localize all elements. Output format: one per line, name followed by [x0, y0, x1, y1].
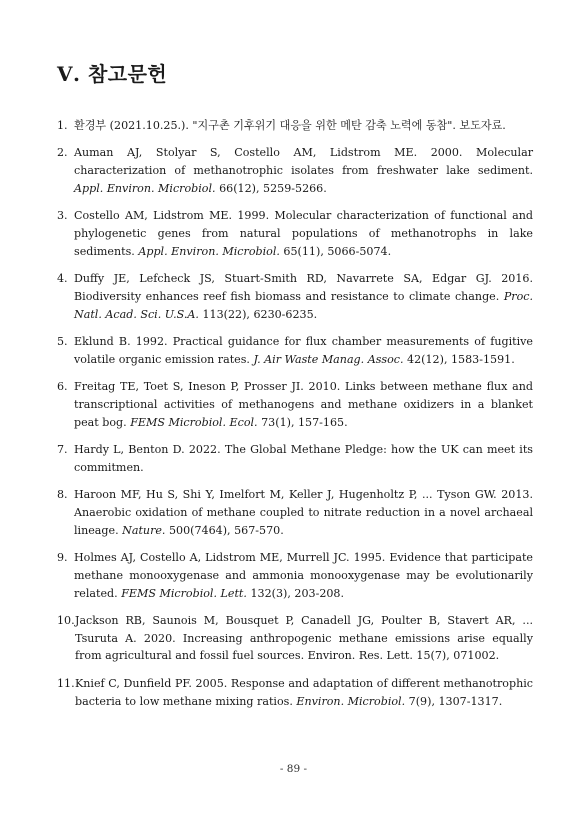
reference-number: 1.	[57, 119, 68, 132]
reference-citation: Eklund B. 1992. Practical guidance for flux chamber measurements of fugitive volatile organic emission rates.	[74, 334, 533, 366]
reference-text	[74, 270, 533, 323]
reference-item	[57, 612, 533, 665]
reference-item	[57, 333, 533, 369]
reference-text	[74, 333, 533, 369]
reference-text	[74, 378, 533, 431]
reference-text	[75, 675, 533, 711]
reference-item	[57, 549, 533, 602]
reference-volume: 113(22), 6230-6235.	[198, 307, 318, 321]
reference-citation: Freitag TE, Toet S, Ineson P, Prosser JI. 2010. Links between methane flux and transcriptional activities of methanogens and methane oxidizers in a blanket peat bog.	[74, 380, 533, 429]
reference-item	[57, 270, 533, 323]
reference-list	[57, 117, 533, 720]
journal-name: FEMS Microbiol. Lett.	[121, 586, 247, 600]
reference-citation: Holmes AJ, Costello A, Lidstrom ME, Murrell JC. 1995. Evidence that participate methane monooxygenase and ammonia monooxygenase may be evolutionarily related.	[74, 550, 533, 600]
reference-citation: Costello AM, Lidstrom ME. 1999. Molecular characterization of functional and phylogenetic genes from natural populations of methanotrophs in lake sediments.	[74, 209, 533, 258]
journal-name: J. Air Waste Manag. Assoc.	[253, 352, 404, 366]
journal-name: Appl. Environ. Microbiol.	[74, 181, 216, 195]
reference-number: 8.	[57, 488, 68, 502]
reference-number: 4.	[57, 272, 68, 286]
reference-citation: Jackson RB, Saunois M, Bousquet P, Canadell JG, Poulter B, Stavert AR, ... Tsuruta A. 2020. Increasing anthropogenic methane emissions arise equally from agricultural and fossil fuel sources. Environ. Res. Lett. 15(7), 071002.	[75, 613, 533, 663]
reference-citation: Hardy L, Benton D. 2022. The Global Methane Pledge: how the UK can meet its commitmen.	[74, 442, 533, 474]
reference-text	[75, 612, 533, 665]
journal-name: Proc. Natl. Acad. Sci. U.S.A.	[74, 289, 533, 321]
reference-item	[57, 117, 533, 135]
reference-volume: 42(12), 1583-1591.	[403, 352, 515, 366]
reference-text	[74, 144, 533, 197]
reference-item	[57, 675, 533, 711]
reference-text	[74, 117, 533, 135]
reference-volume: 73(1), 157-165.	[257, 415, 348, 429]
journal-name: Nature.	[122, 523, 166, 537]
reference-number: 3.	[57, 209, 68, 223]
section-heading: Ⅴ. 참고문헌	[57, 62, 168, 86]
reference-number: 7.	[57, 442, 68, 456]
reference-number: 9.	[57, 550, 68, 564]
reference-item	[57, 144, 533, 197]
reference-number: 5.	[57, 334, 68, 348]
journal-name: Appl. Environ. Microbiol.	[138, 244, 280, 258]
reference-volume: 65(11), 5066-5074.	[279, 244, 392, 258]
reference-citation: Haroon MF, Hu S, Shi Y, Imelfort M, Keller J, Hugenholtz P, ... Tyson GW. 2013. Anaerobic oxidation of methane coupled to nitrate reduction in a novel archaeal lineage.	[74, 488, 533, 537]
reference-text	[74, 486, 533, 539]
journal-name: Environ. Microbiol.	[296, 694, 406, 708]
reference-volume: 132(3), 203-208.	[246, 586, 345, 600]
journal-name: FEMS Microbiol. Ecol.	[130, 415, 258, 429]
reference-item	[57, 486, 533, 539]
reference-text	[74, 549, 533, 602]
page-number: - 89 -	[279, 763, 308, 775]
reference-number: 2.	[57, 146, 68, 160]
reference-item	[57, 441, 533, 477]
reference-text	[74, 207, 533, 260]
reference-number: 11.	[57, 676, 75, 690]
reference-volume: 66(12), 5259-5266.	[215, 181, 327, 195]
reference-number: 10.	[57, 613, 75, 627]
reference-citation: Duffy JE, Lefcheck JS, Stuart-Smith RD, Navarrete SA, Edgar GJ. 2016. Biodiversity enhances reef fish biomass and resistance to climate change.	[74, 272, 533, 303]
reference-volume: 7(9), 1307-1317.	[405, 694, 503, 708]
reference-citation: 환경부 (2021.10.25.). "지구촌 기후위기 대응을 위한 메탄 감축 노력에 동참". 보도자료.	[74, 119, 506, 132]
reference-volume: 500(7464), 567-570.	[165, 523, 284, 537]
reference-number: 6.	[57, 380, 68, 394]
reference-text	[74, 441, 533, 477]
reference-item	[57, 207, 533, 260]
reference-citation: Auman AJ, Stolyar S, Costello AM, Lidstrom ME. 2000. Molecular characterization of methanotrophic isolates from freshwater lake sediment.	[74, 146, 533, 178]
reference-citation: Knief C, Dunfield PF. 2005. Response and adaptation of different methanotrophic bacteria to low methane mixing ratios.	[75, 676, 533, 708]
reference-item	[57, 378, 533, 431]
